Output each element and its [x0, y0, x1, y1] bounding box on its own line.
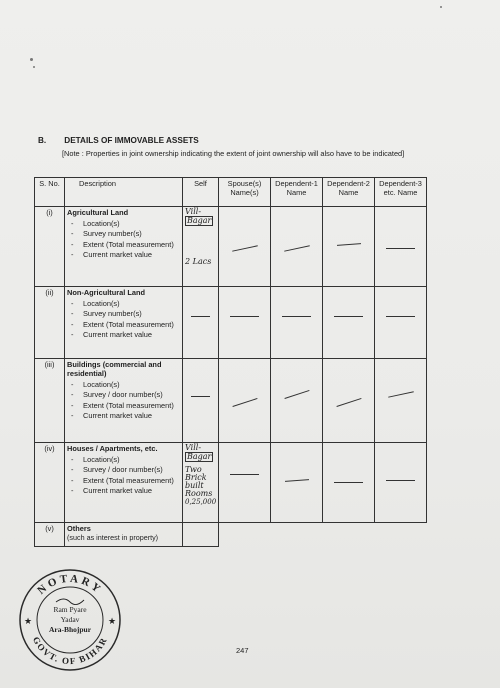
- empty-cell: [219, 523, 271, 547]
- blank-dash: [282, 316, 310, 317]
- blank-dash: [284, 245, 309, 251]
- spouse-cell: [219, 359, 271, 443]
- row-sno: (i): [35, 207, 65, 287]
- row-description: [65, 287, 183, 359]
- dependent-2-cell: [323, 287, 375, 359]
- dependent-2-cell: [323, 207, 375, 287]
- row-sno: (iii): [35, 359, 65, 443]
- self-cell: [183, 287, 219, 359]
- row-description: [65, 359, 183, 443]
- empty-cell: [323, 523, 375, 547]
- stamp-name: Ram Pyare: [53, 605, 87, 614]
- scan-speck: [440, 6, 442, 8]
- list-item: - Extent (Total measurement): [67, 240, 180, 249]
- blank-dash: [230, 316, 258, 317]
- list-item: - Extent (Total measurement): [67, 401, 180, 410]
- dependent-1-cell: [271, 443, 323, 523]
- dependent-1-cell: [271, 207, 323, 287]
- empty-cell: [271, 523, 323, 547]
- dependent-3-cell: [375, 443, 427, 523]
- section-title: DETAILS OF IMMOVABLE ASSETS: [64, 136, 199, 145]
- spouse-cell: [219, 287, 271, 359]
- handwritten-text: Bagar: [187, 216, 212, 225]
- stamp-surname: Yadav: [60, 615, 80, 624]
- handwritten-text: built: [185, 481, 204, 490]
- stamp-place: Ara-Bhojpur: [48, 625, 92, 634]
- handwritten-text: Bagar: [187, 452, 212, 461]
- table-row: [35, 523, 427, 547]
- blank-dash: [232, 398, 257, 407]
- empty-cell: [375, 523, 427, 547]
- dependent-2-cell: [323, 443, 375, 523]
- list-item: - Location(s): [67, 455, 180, 464]
- self-cell: [183, 443, 219, 523]
- list-item: - Survey / door number(s): [67, 465, 180, 474]
- blank-dash: [334, 316, 362, 317]
- row-title: Non-Agricultural Land: [67, 288, 146, 297]
- list-item: - Location(s): [67, 380, 180, 389]
- blank-dash: [230, 474, 258, 475]
- row-description: [65, 207, 183, 287]
- list-item: - Survey number(s): [67, 309, 180, 318]
- self-cell: [183, 523, 219, 547]
- handwritten-text: 0,25,000: [185, 498, 217, 506]
- row-title: Others: [67, 524, 91, 533]
- header-spouse: Spouse(s) Name(s): [219, 178, 271, 207]
- list-item: - Location(s): [67, 219, 180, 228]
- dependent-3-cell: [375, 207, 427, 287]
- stamp-bottom-text: GOVT. OF BIHAR: [30, 635, 110, 667]
- row-title: Buildings (commercial and residential): [67, 360, 162, 378]
- immovable-assets-table: [34, 177, 427, 547]
- list-item: - Current market value: [67, 330, 180, 339]
- list-item: - Extent (Total measurement): [67, 476, 180, 485]
- scan-speck: [30, 58, 33, 61]
- blank-dash: [334, 482, 362, 483]
- list-item: - Location(s): [67, 299, 180, 308]
- list-item: - Current market value: [67, 411, 180, 420]
- section-heading: [38, 136, 199, 145]
- notary-stamp: [18, 568, 122, 672]
- blank-dash: [284, 390, 309, 399]
- row-subtitle: (such as interest in property): [67, 533, 159, 542]
- dependent-3-cell: [375, 359, 427, 443]
- list-item: - Current market value: [67, 250, 180, 259]
- star-icon: ★: [24, 616, 33, 626]
- handwritten-text: 2 Lacs: [185, 257, 212, 266]
- section-note: [Note : Properties in joint ownership indicating the extent of joint ownership will also have to be indicated]: [62, 149, 405, 158]
- table-row: [35, 443, 427, 523]
- dependent-1-cell: [271, 287, 323, 359]
- blank-dash: [386, 480, 414, 481]
- row-sno: (v): [35, 523, 65, 547]
- dependent-1-cell: [271, 359, 323, 443]
- blank-dash: [337, 243, 361, 246]
- page-number: 247: [236, 646, 249, 655]
- star-icon: ★: [108, 616, 117, 626]
- blank-dash: [285, 479, 309, 482]
- self-cell: [183, 207, 219, 287]
- header-description: Description: [65, 178, 183, 207]
- table-row: [35, 287, 427, 359]
- blank-dash: [386, 316, 414, 317]
- row-description: [65, 523, 183, 547]
- section-number: B.: [38, 136, 47, 145]
- handwritten-text: Vill-: [185, 207, 202, 216]
- table-row: [35, 359, 427, 443]
- dependent-2-cell: [323, 359, 375, 443]
- blank-dash: [191, 396, 210, 397]
- header-self: Self: [183, 178, 219, 207]
- row-sno: (ii): [35, 287, 65, 359]
- handwritten-text: Vill-: [185, 443, 202, 452]
- blank-dash: [388, 391, 413, 397]
- dependent-3-cell: [375, 287, 427, 359]
- list-item: - Survey / door number(s): [67, 390, 180, 399]
- row-title: Agricultural Land: [67, 208, 129, 217]
- table-row: [35, 207, 427, 287]
- spouse-cell: [219, 443, 271, 523]
- stamp-top-text: NOTARY: [35, 572, 105, 597]
- blank-dash: [232, 245, 257, 251]
- self-cell: [183, 359, 219, 443]
- handwritten-text: Rooms: [185, 489, 213, 498]
- header-dependent-3: Dependent-3 etc. Name: [375, 178, 427, 207]
- spouse-cell: [219, 207, 271, 287]
- handwritten-text: Brick: [185, 473, 207, 482]
- table-header-row: [35, 178, 427, 207]
- header-sno: S. No.: [35, 178, 65, 207]
- blank-dash: [336, 398, 361, 407]
- row-description: [65, 443, 183, 523]
- list-item: - Extent (Total measurement): [67, 320, 180, 329]
- header-dependent-1: Dependent-1 Name: [271, 178, 323, 207]
- signature-scribble: [56, 599, 84, 605]
- blank-dash: [191, 316, 210, 317]
- handwritten-text: Two: [185, 465, 202, 474]
- row-title: Houses / Apartments, etc.: [67, 444, 158, 453]
- list-item: - Survey number(s): [67, 229, 180, 238]
- blank-dash: [386, 248, 414, 249]
- list-item: - Current market value: [67, 486, 180, 495]
- scan-speck: [33, 66, 35, 68]
- header-dependent-2: Dependent-2 Name: [323, 178, 375, 207]
- row-sno: (iv): [35, 443, 65, 523]
